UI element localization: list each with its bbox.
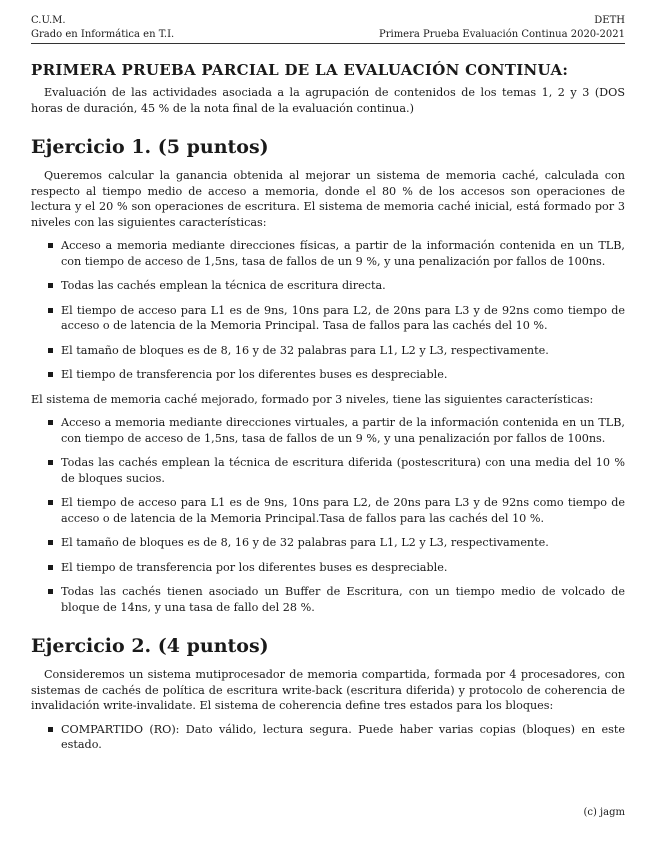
header-right — [379, 14, 625, 42]
bullet-icon — [48, 348, 53, 353]
list-item — [31, 535, 625, 551]
list-item — [31, 584, 625, 615]
list-item-text: Todas las cachés emplean la técnica de escritura directa. — [61, 279, 386, 292]
list-item — [31, 495, 625, 526]
list-item-text: El tiempo de acceso para L1 es de 9ns, 10ns para L2, de 20ns para L3 y de 92ns como tiempo de acceso o de latencia de la Memoria Principal. Tasa de fallos para las cachés del 10 %. — [61, 303, 625, 332]
page-footer: (c) jagm — [583, 807, 625, 818]
list-item-text: El tiempo de acceso para L1 es de 9ns, 10ns para L2, de 20ns para L3 y de 92ns como tiempo de acceso o de latencia de la Memoria Principal.Tasa de fallos para las cachés del 10 %. — [61, 496, 625, 525]
list-item-text: El tiempo de transferencia por los diferentes buses es despreciable. — [61, 368, 448, 381]
exercise-1-intro: Queremos calcular la ganancia obtenida al mejorar un sistema de memoria caché, calculada con respecto al tiempo medio de acceso a memoria, donde el 80 % de los accesos son operaciones de lectura y el 20 % son operaciones de escritura. El sistema de memoria caché inicial, está formado por 3 niveles con las siguientes características: — [31, 169, 625, 229]
exam-title: PRIMERA PRUEBA PARCIAL DE LA EVALUACIÓN CONTINUA: — [31, 61, 569, 79]
page-header — [31, 14, 625, 42]
header-exam-name: Primera Prueba Evaluación Continua 2020-2021 — [378, 29, 625, 40]
exercise-2-intro: Consideremos un sistema mutiprocesador de memoria compartida, formada por 4 procesadores, con sistemas de cachés de política de escritura write-back (escritura diferida) y protocolo de coherencia de invalidación write-invalidate. El sistema de coherencia define tres estados para los bloques: — [31, 668, 625, 712]
bullet-icon — [48, 243, 53, 248]
bullet-icon — [48, 565, 53, 570]
bullet-icon — [48, 589, 53, 594]
exercise-1-initial-list — [31, 238, 625, 383]
bullet-icon — [48, 308, 53, 313]
bullet-icon — [48, 420, 53, 425]
header-degree: Grado en Informática en T.I. — [31, 29, 175, 40]
bullet-icon — [48, 500, 53, 505]
list-item-text: Acceso a memoria mediante direcciones virtuales, a partir de la información contenida en un TLB, con tiempo de acceso de 1,5ns, tasa de fallos de un 9 %, y una penalización por fallos de 100ns. — [61, 416, 625, 445]
list-item — [31, 238, 625, 269]
exercise-1-improved-intro: El sistema de memoria caché mejorado, formado por 3 niveles, tiene las siguientes características: — [31, 392, 594, 406]
list-item — [31, 722, 625, 753]
exercise-1-title: Ejercicio 1. (5 puntos) — [31, 136, 269, 158]
list-item — [31, 303, 625, 334]
list-item — [31, 415, 625, 446]
header-rule — [31, 43, 625, 44]
list-item-text: COMPARTIDO (RO): Dato válido, lectura segura. Puede haber varias copias (bloques) en este estado. — [61, 722, 625, 751]
list-item — [31, 560, 625, 576]
list-item — [31, 367, 625, 383]
exercise-1-improved-list — [31, 415, 625, 615]
list-item-text: El tamaño de bloques es de 8, 16 y de 32 palabras para L1, L2 y L3, respectivamente. — [61, 536, 549, 549]
bullet-icon — [48, 727, 53, 732]
list-item — [31, 343, 625, 359]
bullet-icon — [48, 460, 53, 465]
bullet-icon — [48, 283, 53, 288]
bullet-icon — [48, 372, 53, 377]
bullet-icon — [48, 540, 53, 545]
list-item-text: Todas las cachés emplean la técnica de escritura diferida (postescritura) con una media del 10 % de bloques sucios. — [61, 456, 625, 485]
exercise-2-title: Ejercicio 2. (4 puntos) — [31, 635, 269, 657]
list-item-text: Acceso a memoria mediante direcciones físicas, a partir de la información contenida en un TLB, con tiempo de acceso de 1,5ns, tasa de fallos de un 9 %, y una penalización por fallos de 100ns. — [61, 239, 625, 268]
exam-page — [31, 14, 625, 762]
list-item-text: El tamaño de bloques es de 8, 16 y de 32 palabras para L1, L2 y L3, respectivamente. — [61, 343, 549, 357]
list-item — [31, 455, 625, 486]
header-department: DETH — [594, 15, 625, 26]
exercise-2-states-list — [31, 722, 625, 753]
list-item — [31, 278, 625, 294]
header-left — [31, 14, 174, 42]
header-institution: C.U.M. — [31, 15, 66, 26]
list-item-text: Todas las cachés tienen asociado un Buffer de Escritura, con un tiempo medio de volcado de bloque de 14ns, y una tasa de fallo del 28 %. — [61, 585, 625, 614]
list-item-text: El tiempo de transferencia por los diferentes buses es despreciable. — [61, 560, 448, 574]
intro-paragraph: Evaluación de las actividades asociada a la agrupación de contenidos de los temas 1, 2 y 3 (DOS horas de duración, 45 % de la nota final de la evaluación continua.) — [31, 86, 625, 115]
